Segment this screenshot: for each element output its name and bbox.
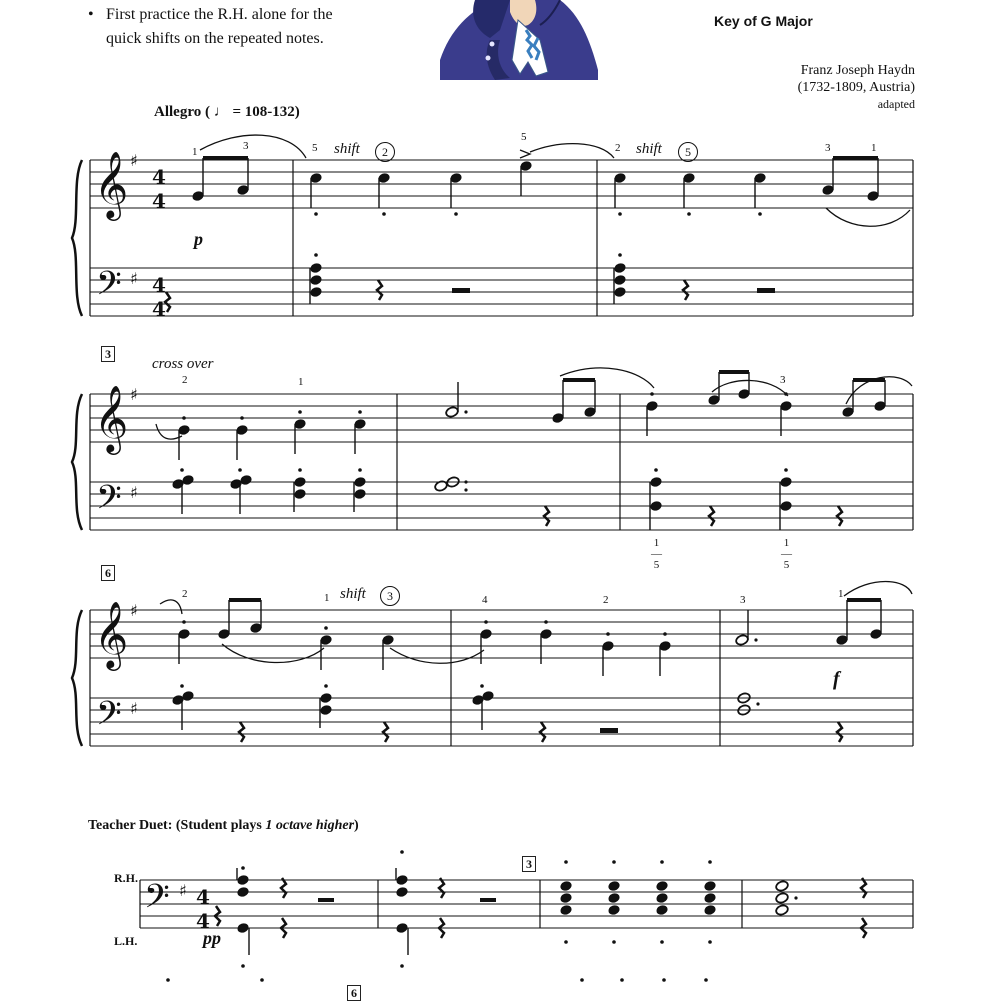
svg-text:♯: ♯ xyxy=(130,269,138,288)
bullet-icon: • xyxy=(88,6,94,23)
circled-finger-2: 2 xyxy=(375,142,395,162)
measure-number-6: 6 xyxy=(101,565,115,581)
fingering-bass-2: 1 — 5 xyxy=(781,537,792,571)
tempo-marking: Allegro ( ♩ = 108-132) xyxy=(154,104,300,120)
composer-name: Franz Joseph Haydn xyxy=(800,63,915,78)
svg-text:♯: ♯ xyxy=(130,385,138,404)
svg-text:4: 4 xyxy=(196,909,210,933)
fingering-1b: 1 xyxy=(871,142,877,154)
fingering-1e: 1 xyxy=(838,588,844,600)
teacher-duet-label: Teacher Duet: (Student plays 1 octave higher) xyxy=(88,818,359,833)
shift-label-2: shift xyxy=(636,141,662,157)
instruction-line-2: quick shifts on the repeated notes. xyxy=(106,30,324,47)
svg-text:4: 4 xyxy=(152,273,166,297)
fingering-1c: 1 xyxy=(298,376,304,388)
circled-finger-5: 5 xyxy=(678,142,698,162)
duet-measure-number-3: 3 xyxy=(522,856,536,872)
fingering-2e: 2 xyxy=(603,594,609,606)
left-hand-label: L.H. xyxy=(114,934,138,948)
shift-label-3: shift xyxy=(340,586,366,602)
bass-clef-icon: 𝄢 xyxy=(96,265,122,311)
fingering-4: 4 xyxy=(482,594,488,606)
system-3 xyxy=(72,610,913,746)
circled-finger-3: 3 xyxy=(380,586,400,606)
dynamic-pianissimo: pp xyxy=(203,928,221,948)
treble-clef-icon: 𝄞 xyxy=(94,150,129,218)
fingering-5a: 5 xyxy=(521,131,527,143)
svg-text:4: 4 xyxy=(152,189,166,213)
composer-dates: (1732-1809, Austria) xyxy=(797,80,915,95)
fingering-2b: 2 xyxy=(615,142,621,154)
fingering-3d: 3 xyxy=(740,594,746,606)
svg-text:𝄞: 𝄞 xyxy=(94,384,129,452)
svg-text:4: 4 xyxy=(152,297,166,321)
svg-text:𝄞: 𝄞 xyxy=(94,600,129,668)
teacher-duet-staff xyxy=(140,880,913,928)
fingering-3b: 3 xyxy=(825,142,831,154)
svg-text:♯: ♯ xyxy=(130,601,138,620)
svg-text:♯: ♯ xyxy=(130,151,138,170)
fingering-2c: 2 xyxy=(182,374,188,386)
dynamic-forte: f xyxy=(833,668,840,690)
fingering-3c: 3 xyxy=(780,374,786,386)
key-signature-label: Key of G Major xyxy=(714,13,813,29)
fingering-3: 5 xyxy=(312,142,318,154)
right-hand-label: R.H. xyxy=(114,871,138,885)
fingering-2: 3 xyxy=(243,140,249,152)
instruction-line-1: First practice the R.H. alone for the xyxy=(106,6,333,23)
fingering-bass-1: 1 — 5 xyxy=(651,537,662,571)
cross-over-label: cross over xyxy=(152,356,214,372)
svg-text:𝄢: 𝄢 xyxy=(144,878,170,924)
svg-text:𝄢: 𝄢 xyxy=(96,695,122,741)
duet-measure-number-6: 6 xyxy=(347,985,361,1001)
dynamic-piano: p xyxy=(194,229,203,249)
svg-text:♯: ♯ xyxy=(130,483,138,502)
measure-number-3: 3 xyxy=(101,346,115,362)
shift-label-1: shift xyxy=(334,141,360,157)
svg-text:4: 4 xyxy=(152,165,166,189)
svg-text:4: 4 xyxy=(196,885,210,909)
fingering-1: 1 xyxy=(192,146,198,158)
arrangement-note: adapted xyxy=(877,97,915,111)
fingering-2d: 2 xyxy=(182,588,188,600)
svg-text:♯: ♯ xyxy=(179,881,187,900)
fingering-1d: 1 xyxy=(324,592,330,604)
svg-text:♯: ♯ xyxy=(130,699,138,718)
svg-text:𝄢: 𝄢 xyxy=(96,479,122,525)
